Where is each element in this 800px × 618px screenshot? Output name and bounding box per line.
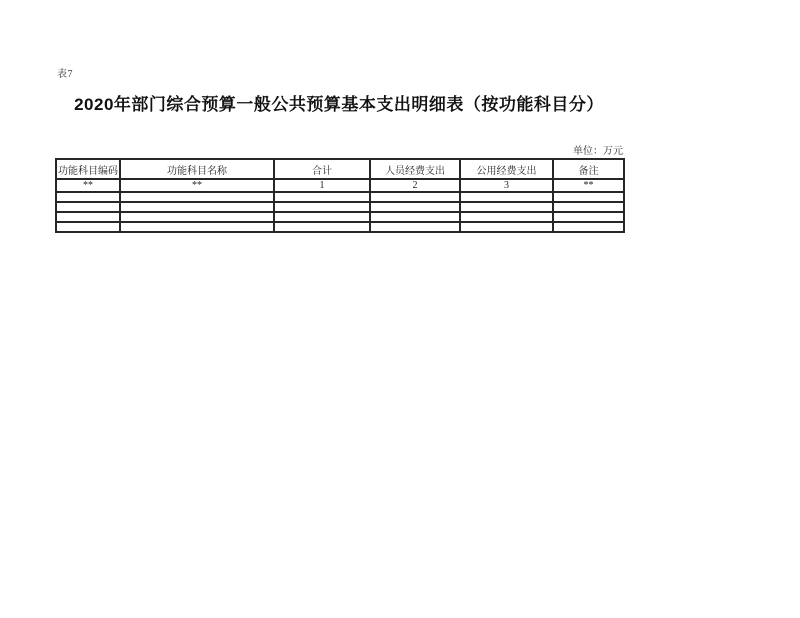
column-header-remarks: 备注 (553, 159, 624, 179)
index-cell: 3 (460, 179, 553, 192)
column-index-row (56, 179, 624, 192)
column-header-total: 合计 (274, 159, 370, 179)
column-header-function-code: 功能科目编码 (56, 159, 120, 179)
empty-cell (460, 222, 553, 232)
index-cell: 1 (274, 179, 370, 192)
empty-cell (460, 192, 553, 202)
empty-cell (370, 212, 460, 222)
empty-cell (274, 202, 370, 212)
empty-cell (553, 192, 624, 202)
column-header-personnel-expense: 人员经费支出 (370, 159, 460, 179)
empty-cell (56, 222, 120, 232)
empty-cell (120, 202, 274, 212)
unit-note: 单位：万元 (573, 146, 623, 157)
empty-cell (370, 192, 460, 202)
empty-cell (274, 222, 370, 232)
table-row (56, 222, 624, 232)
index-cell: 2 (370, 179, 460, 192)
empty-cell (460, 212, 553, 222)
empty-cell (56, 212, 120, 222)
table-header-row (56, 159, 624, 179)
table-row (56, 192, 624, 202)
empty-cell (274, 212, 370, 222)
empty-cell (370, 222, 460, 232)
budget-table (55, 158, 625, 233)
empty-cell (120, 222, 274, 232)
empty-cell (553, 212, 624, 222)
column-header-public-expense: 公用经费支出 (460, 159, 553, 179)
page-title: 2020年部门综合预算一般公共预算基本支出明细表（按功能科目分） (74, 95, 604, 114)
index-cell: ** (553, 179, 624, 192)
empty-cell (56, 202, 120, 212)
index-cell: ** (56, 179, 120, 192)
table-row (56, 202, 624, 212)
index-cell: ** (120, 179, 274, 192)
table-row (56, 212, 624, 222)
empty-cell (460, 202, 553, 212)
empty-cell (274, 192, 370, 202)
empty-cell (553, 222, 624, 232)
empty-cell (56, 192, 120, 202)
empty-cell (120, 192, 274, 202)
empty-cell (120, 212, 274, 222)
column-header-function-name: 功能科目名称 (120, 159, 274, 179)
empty-cell (370, 202, 460, 212)
empty-cell (553, 202, 624, 212)
sheet-label: 表7 (57, 69, 73, 80)
